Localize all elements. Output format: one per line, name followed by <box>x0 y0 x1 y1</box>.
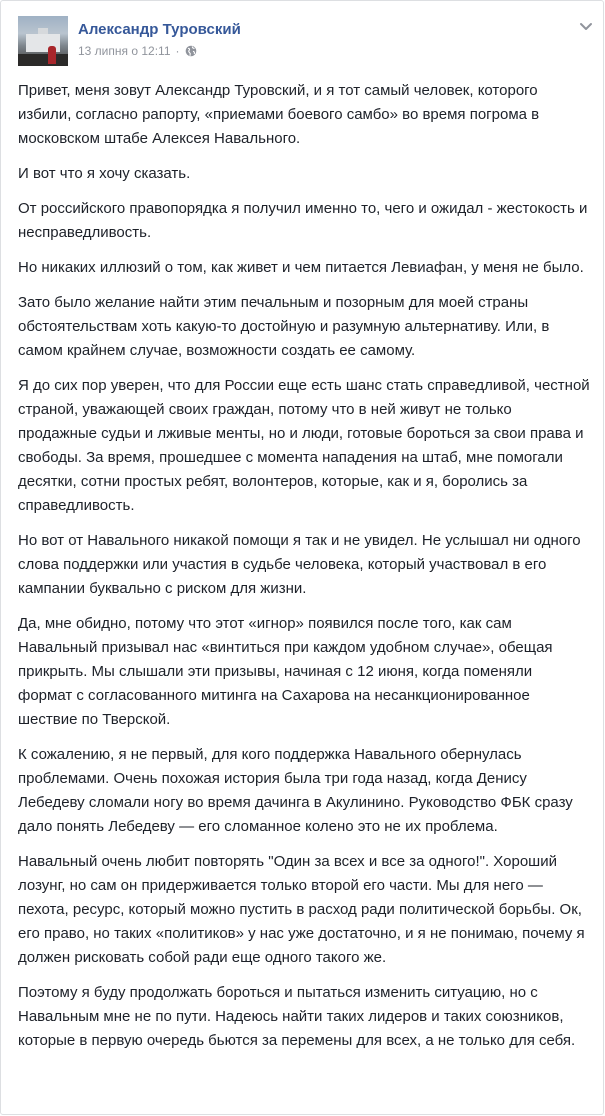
globe-icon[interactable] <box>185 45 197 57</box>
paragraph: Зато было желание найти этим печальным и позорным для моей страны обстоятельствам хоть какую-то достойную и разумную альтернативу. Или, в самом крайнем случае, возможности создать ее самому. <box>18 294 550 359</box>
post-meta <box>78 44 197 58</box>
paragraph: Привет, меня зовут Александр Туровский, и я тот самый человек, которого избили, согласно рапорту, «приемами боевого самбо» во время погрома в московском штабе Алексея Навального. <box>18 82 540 147</box>
paragraph: Да, мне обидно, потому что этот «игнор» появился после того, как сам Навальный призывал нас «винтиться при каждом удобном случае», обещая прикрыть. Мы слышали эти призывы, начиная с 12 июня, когда поменяли формат с согласованного митинга на Сахарова на несанкционированное шествие по Тверской. <box>18 615 553 728</box>
paragraph: От российского правопорядка я получил именно то, чего и ожидал - жестокость и несправедливость. <box>18 200 588 241</box>
paragraph: И вот что я хочу сказать. <box>18 165 191 182</box>
paragraph: Но никаких иллюзий о том, как живет и чем питается Левиафан, у меня не было. <box>18 259 584 276</box>
chevron-down-icon[interactable] <box>578 18 594 34</box>
paragraph: Но вот от Навального никакой помощи я так и не увидел. Не услышал ни одного слова поддержки или участия в судьбе человека, который участвовал в его кампании буквально с риском для жизни. <box>18 532 581 597</box>
post-header <box>18 16 588 66</box>
avatar-figure <box>48 46 56 64</box>
avatar-ground <box>18 54 68 66</box>
paragraph: К сожалению, я не первый, для кого поддержка Навального обернулась проблемами. Очень похожая история была три года назад, когда Денису Лебедеву сломали ногу во время дачинга в Акулинино. Руководство ФБК сразу дало понять Лебедеву — его сломанное колено это не их проблема. <box>18 746 573 835</box>
post-body <box>18 79 590 1064</box>
avatar[interactable] <box>18 16 68 66</box>
paragraph: Я до сих пор уверен, что для России еще есть шанс стать справедливой, честной страной, уважающей своих граждан, потому что в ней живут не только продажные судьи и лживые менты, но и люди, готовые бороться за свои права и свободы. За время, прошедшее с момента нападения на штаб, мне помогали десятки, сотни простых ребят, волонтеров, которые, как и я, боролись за справедливость. <box>18 377 590 514</box>
meta-separator: · <box>175 44 180 58</box>
paragraph: Поэтому я буду продолжать бороться и пытаться изменить ситуацию, но с Навальным мне не по пути. Надеюсь найти таких лидеров и таких союзников, которые в первую очередь бьются за перемены для всех, а не только для себя. <box>18 984 576 1049</box>
author-name[interactable]: Александр Туровский <box>78 21 241 38</box>
post-date[interactable]: 13 липня о 12:11 <box>78 44 171 58</box>
paragraph: Навальный очень любит повторять "Один за всех и все за одного!". Хороший лозунг, но сам он придерживается только второй его части. Мы для него — пехота, ресурс, который можно пустить в расход ради политической борьбы. Ок, его право, но таких «политиков» у нас уже достаточно, и я не понимаю, почему я должен рисковать собой ради еще одного такого же. <box>18 853 585 966</box>
